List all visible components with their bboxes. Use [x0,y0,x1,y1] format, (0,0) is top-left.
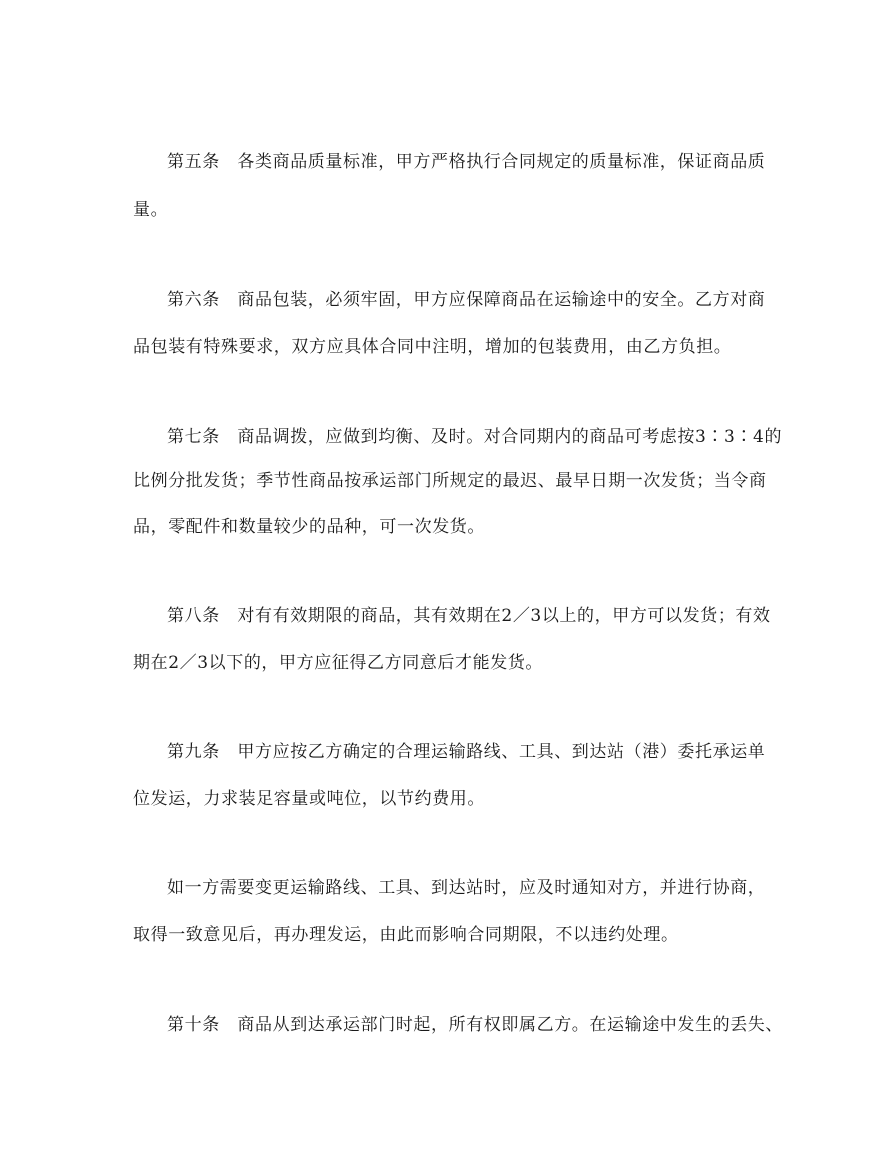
article-5-line-2: 量。 [133,200,169,220]
article-10-line-1: 第十条 商品从到达承运部门时起，所有权即属乙方。在运输途中发生的丢失、 [167,1015,783,1035]
article-7-line-2: 比例分批发货；季节性商品按承运部门所规定的最迟、最早日期一次发货；当令商 [133,471,767,491]
article-8-line-1: 第八条 对有有效期限的商品，其有效期在2／3以上的，甲方可以发货；有效 [167,606,771,626]
article-6-line-1: 第六条 商品包装，必须牢固，甲方应保障商品在运输途中的安全。乙方对商 [167,290,766,310]
article-9-line-2: 位发运，力求装足容量或吨位，以节约费用。 [133,789,485,809]
article-9-line-1: 第九条 甲方应按乙方确定的合理运输路线、工具、到达站（港）委托承运单 [167,742,766,762]
article-8-line-2: 期在2／3以下的，甲方应征得乙方同意后才能发货。 [133,653,544,673]
article-9-para-2-line-2: 取得一致意见后，再办理发运，由此而影响合同期限，不以违约处理。 [133,925,679,945]
article-6-line-2: 品包装有特殊要求，双方应具体合同中注明，增加的包装费用，由乙方负担。 [133,337,732,357]
article-7-line-3: 品，零配件和数量较少的品种，可一次发货。 [133,517,485,537]
article-7-line-1: 第七条 商品调拨，应做到均衡、及时。对合同期内的商品可考虑按3∶3∶4的 [167,427,783,447]
article-9-para-2-line-1: 如一方需要变更运输路线、工具、到达站时，应及时通知对方，并进行协商， [167,878,766,898]
article-5-line-1: 第五条 各类商品质量标准，甲方严格执行合同规定的质量标准，保证商品质 [167,152,766,172]
